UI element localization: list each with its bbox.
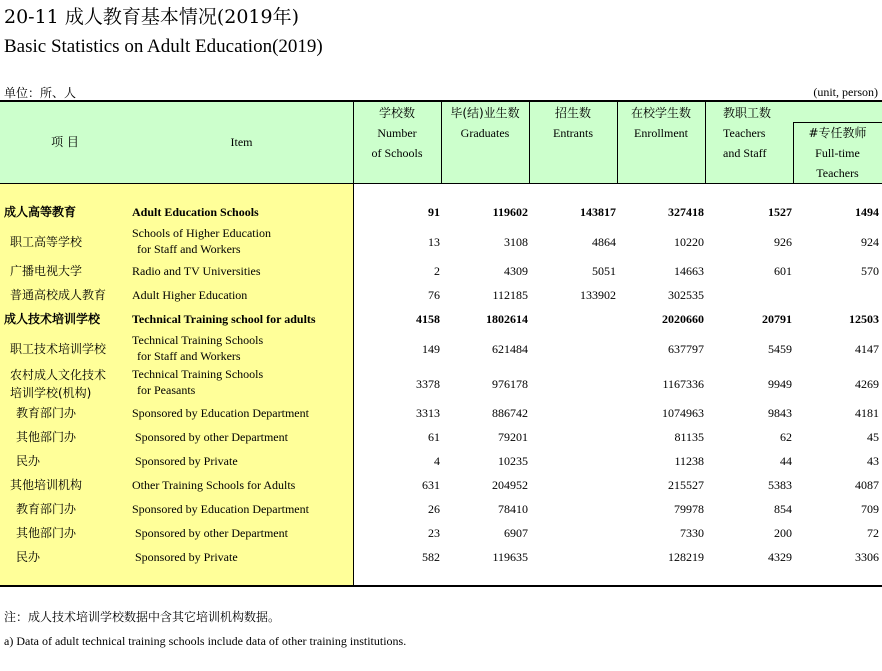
- footnote-chinese: 注：成人技术培训学校数据中含其它培训机构数据。: [4, 610, 281, 624]
- cell-graduates: 10235: [498, 454, 528, 468]
- row-label-cn: 成人技术培训学校: [4, 312, 101, 326]
- cell-graduates: 621484: [492, 342, 528, 356]
- cell-fulltime: 1494: [855, 205, 879, 219]
- cell-entrants: 5051: [592, 264, 616, 278]
- cell-enrollment: 327418: [668, 205, 704, 219]
- cell-schools: 13: [428, 235, 440, 249]
- cell-enrollment: 637797: [668, 342, 704, 356]
- row-label-en-line2: for Peasants: [137, 383, 196, 397]
- header-entrants: 招生数 Entrants: [553, 106, 593, 140]
- row-label-cn: 其他部门办: [16, 526, 77, 540]
- cell-graduates: 112185: [492, 288, 528, 302]
- cell-schools: 3378: [416, 377, 440, 391]
- cell-schools: 23: [428, 526, 440, 540]
- header-fulltime: #专任教师 Full-time Teachers: [808, 126, 867, 180]
- row-label-cn: 教育部门办: [16, 502, 77, 516]
- table-row: [0, 548, 882, 566]
- header-item-en: Item: [230, 135, 253, 149]
- header-graduates: 毕(结)业生数 Graduates: [450, 106, 520, 140]
- table-bottom-rule: [0, 585, 882, 587]
- cell-enrollment: 7330: [680, 526, 704, 540]
- cell-enrollment: 10220: [674, 235, 704, 249]
- row-label-en: Schools of Higher Education: [132, 226, 271, 240]
- cell-fulltime: 924: [861, 235, 879, 249]
- header-schools: 学校数 Number of Schools: [371, 106, 423, 160]
- table-row: [0, 286, 882, 304]
- cell-entrants: 143817: [580, 205, 616, 219]
- row-label-cn: 广播电视大学: [10, 264, 83, 278]
- row-label-en: Technical Training school for adults: [132, 312, 316, 326]
- cell-graduates: 1802614: [486, 312, 528, 326]
- unit-english: (unit, person): [813, 85, 878, 99]
- cell-fulltime: 4147: [855, 342, 879, 356]
- cell-fulltime: 4269: [855, 377, 879, 391]
- unit-chinese: 单位：所、人: [4, 86, 77, 100]
- cell-enrollment: 1074963: [662, 406, 704, 420]
- cell-enrollment: 11238: [674, 454, 704, 468]
- cell-schools: 4: [434, 454, 440, 468]
- cell-entrants: 133902: [580, 288, 616, 302]
- cell-fulltime: 4087: [855, 478, 879, 492]
- cell-graduates: 3108: [504, 235, 528, 249]
- header-staff: 教职工数 Teachers and Staff: [723, 106, 772, 160]
- cell-staff: 5383: [768, 478, 792, 492]
- row-label-cn-line2: 培训学校(机构): [10, 386, 92, 400]
- cell-entrants: 4864: [592, 235, 616, 249]
- row-label-cn: 其他部门办: [16, 430, 77, 444]
- cell-schools: 149: [422, 342, 440, 356]
- table-row: [0, 524, 882, 542]
- cell-schools: 2: [434, 264, 440, 278]
- cell-staff: 4329: [768, 550, 792, 564]
- cell-graduates: 4309: [504, 264, 528, 278]
- row-label-cn: 成人高等教育: [4, 205, 77, 219]
- cell-schools: 76: [428, 288, 440, 302]
- header-item-cn: 项 目: [51, 135, 79, 149]
- row-label-cn: 民办: [16, 550, 41, 564]
- row-label-en: Sponsored by Private: [135, 550, 238, 564]
- table-row: [0, 310, 882, 328]
- cell-enrollment: 79978: [674, 502, 704, 516]
- cell-schools: 3313: [416, 406, 440, 420]
- footnote-english: a) Data of adult technical training schools include data of other training institutions.: [4, 634, 407, 648]
- table-row: [0, 262, 882, 280]
- table-row: [0, 225, 882, 259]
- cell-staff: 5459: [768, 342, 792, 356]
- cell-staff: 62: [780, 430, 792, 444]
- table-row: [0, 476, 882, 494]
- row-label-cn: 教育部门办: [16, 406, 77, 420]
- row-label-en: Adult Higher Education: [132, 288, 248, 302]
- cell-staff: 854: [774, 502, 792, 516]
- cell-fulltime: 4181: [855, 406, 879, 420]
- cell-graduates: 119602: [492, 205, 528, 219]
- cell-graduates: 78410: [498, 502, 528, 516]
- cell-graduates: 976178: [492, 377, 528, 391]
- cell-enrollment: 215527: [668, 478, 704, 492]
- cell-staff: 926: [774, 235, 792, 249]
- row-label-en: Sponsored by other Department: [135, 526, 288, 540]
- table-row: [0, 203, 882, 221]
- cell-fulltime: 12503: [849, 312, 879, 326]
- cell-enrollment: 14663: [674, 264, 704, 278]
- cell-graduates: 204952: [492, 478, 528, 492]
- cell-schools: 631: [422, 478, 440, 492]
- cell-fulltime: 3306: [855, 550, 879, 564]
- table-row: [0, 366, 882, 402]
- title-chinese: 20-11 成人教育基本情况(2019年): [4, 6, 299, 28]
- cell-schools: 61: [428, 430, 440, 444]
- row-label-en: Sponsored by other Department: [135, 430, 288, 444]
- table-row: [0, 452, 882, 470]
- cell-staff: 44: [780, 454, 792, 468]
- cell-graduates: 6907: [504, 526, 528, 540]
- cell-fulltime: 43: [867, 454, 879, 468]
- cell-staff: 1527: [768, 205, 792, 219]
- header-bottom-rule: [0, 183, 882, 184]
- cell-enrollment: 128219: [668, 550, 704, 564]
- row-label-en-line2: for Staff and Workers: [137, 349, 241, 363]
- row-label-cn: 普通高校成人教育: [10, 288, 107, 302]
- cell-fulltime: 709: [861, 502, 879, 516]
- cell-fulltime: 72: [867, 526, 879, 540]
- cell-staff: 20791: [762, 312, 792, 326]
- header-enrollment: 在校学生数 Enrollment: [630, 106, 691, 140]
- cell-staff: 9949: [768, 377, 792, 391]
- row-label-cn: 职工高等学校: [10, 235, 83, 249]
- row-label-cn: 职工技术培训学校: [10, 342, 107, 356]
- cell-schools: 26: [428, 502, 440, 516]
- cell-schools: 582: [422, 550, 440, 564]
- row-label-en-line2: for Staff and Workers: [137, 242, 241, 256]
- cell-staff: 9843: [768, 406, 792, 420]
- row-label-cn: 其他培训机构: [10, 478, 83, 492]
- cell-schools: 91: [428, 205, 440, 219]
- cell-staff: 601: [774, 264, 792, 278]
- row-label-en: Sponsored by Education Department: [132, 406, 309, 420]
- row-label-en: Technical Training Schools: [132, 333, 264, 347]
- title-english: Basic Statistics on Adult Education(2019): [4, 36, 323, 57]
- cell-staff: 200: [774, 526, 792, 540]
- row-label-en: Radio and TV Universities: [132, 264, 261, 278]
- cell-schools: 4158: [416, 312, 440, 326]
- row-label-cn: 民办: [16, 454, 41, 468]
- table-row: [0, 332, 882, 366]
- cell-enrollment: 302535: [668, 288, 704, 302]
- cell-fulltime: 45: [867, 430, 879, 444]
- row-label-en: Technical Training Schools: [132, 367, 264, 381]
- row-label-en: Other Training Schools for Adults: [132, 478, 296, 492]
- cell-enrollment: 81135: [674, 430, 704, 444]
- row-label-cn: 农村成人文化技术: [10, 368, 107, 382]
- row-label-en: Sponsored by Education Department: [132, 502, 309, 516]
- cell-enrollment: 2020660: [662, 312, 704, 326]
- cell-fulltime: 570: [861, 264, 879, 278]
- table-row: [0, 500, 882, 518]
- row-label-en: Sponsored by Private: [135, 454, 238, 468]
- row-label-en: Adult Education Schools: [132, 205, 259, 219]
- cell-graduates: 119635: [492, 550, 528, 564]
- cell-enrollment: 1167336: [662, 377, 704, 391]
- table-row: [0, 404, 882, 422]
- cell-graduates: 79201: [498, 430, 528, 444]
- cell-graduates: 886742: [492, 406, 528, 420]
- table-row: [0, 428, 882, 446]
